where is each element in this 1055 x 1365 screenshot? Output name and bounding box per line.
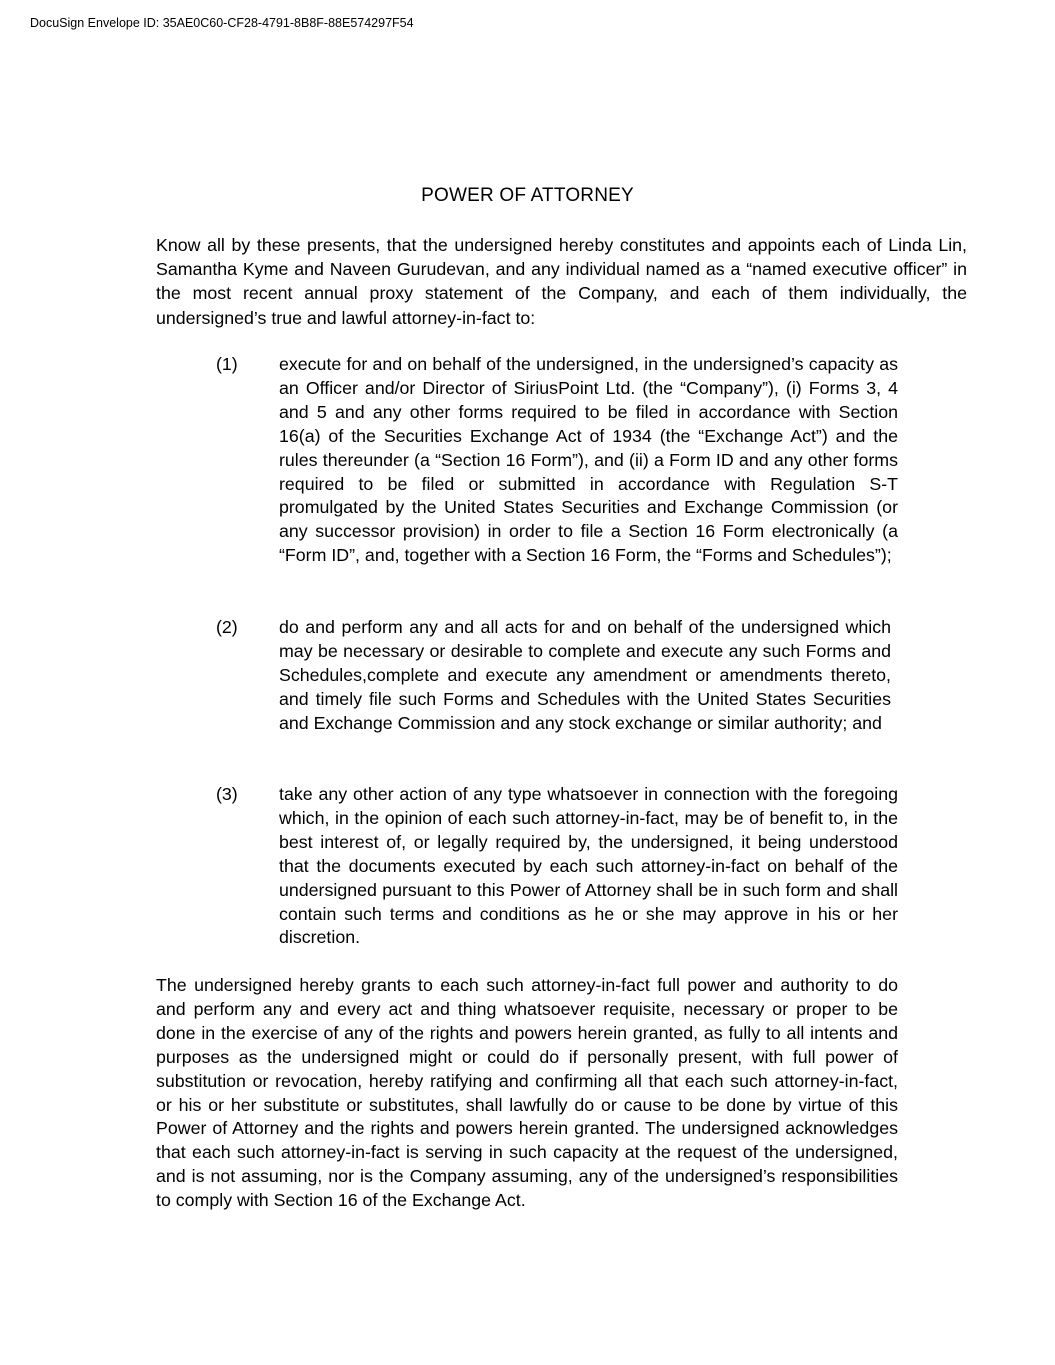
list-item-number: (2): [216, 617, 238, 637]
list-item-1: [216, 353, 906, 568]
intro-paragraph: Know all by these presents, that the undersigned hereby constitutes and appoints each of Linda Lin, Samantha Kyme and Naveen Gurudevan, and any individual named as a “named executive officer” in the most recent annual proxy statement of the Company, and each of them individually, the undersigned’s true and lawful attorney-in-fact to:: [156, 235, 967, 328]
list-item-3: [216, 783, 906, 950]
list-item-number: (1): [216, 354, 238, 374]
list-item-number: (3): [216, 784, 238, 804]
list-item-text: do and perform any and all acts for and on behalf of the undersigned which may be necessary or desirable to complete and execute any such Forms and Schedules,complete and execute any amendment or amendments thereto, and timely file such Forms and Schedules with the United States Securities and Exchange Commission and any stock exchange or similar authority; and: [279, 617, 891, 733]
closing-paragraph: The undersigned hereby grants to each such attorney-in-fact full power and authority to do and perform any and every act and thing whatsoever requisite, necessary or proper to be done in the exercise of any of the rights and powers herein granted, as fully to all intents and purposes as the undersigned might or could do if personally present, with full power of substitution or revocation, hereby ratifying and confirming all that each such attorney-in-fact, or his or her substitute or substitutes, shall lawfully do or cause to be done by virtue of this Power of Attorney and the rights and powers herein granted. The undersigned acknowledges that each such attorney-in-fact is serving in such capacity at the request of the undersigned, and is not assuming, nor is the Company assuming, any of the undersigned’s responsibilities to comply with Section 16 of the Exchange Act.: [156, 975, 898, 1211]
document-title: POWER OF ATTORNEY: [421, 185, 634, 206]
list-item-text: execute for and on behalf of the undersigned, in the undersigned’s capacity as an Officer and/or Director of SiriusPoint Ltd. (the “Company”), (i) Forms 3, 4 and 5 and any other forms required to be filed in accordance with Section 16(a) of the Securities Exchange Act of 1934 (the “Exchange Act”) and the rules thereunder (a “Section 16 Form”), and (ii) a Form ID and any other forms required to be filed or submitted in accordance with Regulation S-T promulgated by the United States Securities and Exchange Commission (or any successor provision) in order to file a Section 16 Form electronically (a “Form ID”, and, together with a Section 16 Form, the “Forms and Schedules”);: [279, 354, 898, 566]
docusign-envelope-id: DocuSign Envelope ID: 35AE0C60-CF28-4791-8B8F-88E574297F54: [30, 16, 414, 30]
list-item-2: [216, 616, 906, 736]
list-item-text: take any other action of any type whatsoever in connection with the foregoing which, in the opinion of each such attorney-in-fact, may be of benefit to, in the best interest of, or legally required by, the undersigned, it being understood that the documents executed by each such attorney-in-fact on behalf of the undersigned pursuant to this Power of Attorney shall be in such form and shall contain such terms and conditions as he or she may approve in his or her discretion.: [279, 784, 898, 948]
